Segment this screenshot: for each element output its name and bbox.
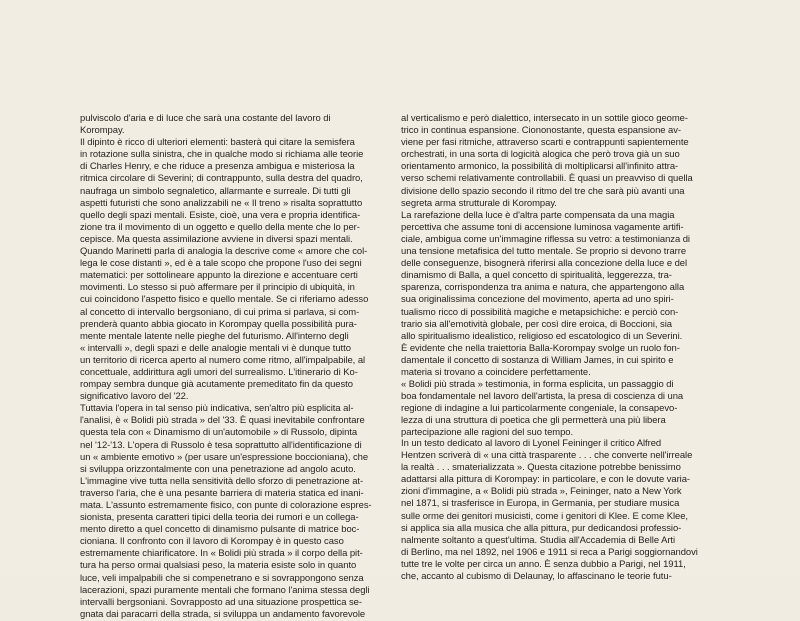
text-line: « Bolidi più strada » testimonia, in forma esplicita, un passaggio di bbox=[401, 379, 674, 391]
text-line: Quando Marinetti parla di analogia la descrive come « amore che col- bbox=[80, 246, 368, 258]
text-line: la realtà . . . smaterializzata ». Questa citazione potrebbe benissimo bbox=[401, 462, 681, 474]
text-line: partecipazione alle ragioni del suo tempo. bbox=[401, 427, 574, 439]
text-line: materia si trovano a coincidere perfettamente. bbox=[401, 366, 591, 378]
text-line: trico in continua espansione. Ciononostante, questa espansione av- bbox=[401, 125, 682, 137]
text-line: zioni d'immagine, a « Bolidi più strada », Feininger, nato a New York bbox=[401, 486, 682, 498]
text-line: estremamente chiarificatore. In « Bolidi più strada » il corpo della pit- bbox=[80, 548, 363, 560]
text-line: tutte tre le volte per circa un anno. È senza dubbio a Parigi, nel 1911, bbox=[401, 558, 686, 570]
text-line: sulle orme dei genitori musicisti, come i genitori di Klee. E come Klee, bbox=[401, 510, 688, 522]
text-line: aspetti futuristi che sono analizzabili ne « Il treno » risalta soprattutto bbox=[80, 197, 363, 209]
text-line: È evidente che nella traiettoria Balla-Korompay svolge un ruolo fon- bbox=[401, 342, 680, 354]
text-line: nel 1871, si trasferisce in Europa, in Germania, per studiare musica bbox=[401, 498, 680, 510]
text-line: L'immagine vive tutta nella sensitività dello sforzo di penetrazione at- bbox=[80, 475, 364, 487]
text-line: luce, veli impalpabili che si compenetrano e si sovrappongono senza bbox=[80, 572, 364, 584]
paragraph-right-2 bbox=[401, 210, 701, 379]
text-line: di Charles Henry, e che riduce a presenza ambigua e misteriosa la bbox=[80, 161, 355, 173]
text-line: pulviscolo d'aria e di luce che sarà una costante del lavoro di bbox=[80, 113, 331, 124]
text-line: La rarefazione della luce è d'altra parte compensata da una magia bbox=[401, 209, 675, 221]
text-line: al verticalismo e però dialettico, intersecato in un sottile gioco geome- bbox=[401, 113, 688, 124]
text-line: traverso l'aria, che è una pesante barriera di materia statica ed inani- bbox=[80, 487, 364, 499]
text-line: cui coincidono l'aspetto fisico e quello mentale. Se ci riferiamo adesso bbox=[80, 294, 369, 306]
text-line: In un testo dedicato al lavoro di Lyonel Feininger il critico Alfred bbox=[401, 438, 662, 449]
text-line: in rotazione sulla sinistra, che in qualche modo si richiama alle teorie bbox=[80, 149, 364, 161]
text-line: Tuttavia l'opera in tal senso più indicativa, sen'altro più esplicita al- bbox=[80, 403, 354, 415]
text-line: adattarsi alla pittura di Korompay: in particolare, e con le dovute varia- bbox=[401, 474, 691, 486]
text-line: movimenti. Lo stesso si può affermare per il principio di ubiquità, in bbox=[80, 282, 355, 294]
text-line: un « ambiente emotivo » (per usare un'espressione boccioniana), che bbox=[80, 451, 369, 463]
text-line: orchestrati, in una sorta di logicità alogica che però trova già un suo bbox=[401, 149, 680, 161]
paragraph-left-3 bbox=[80, 403, 378, 621]
text-line: sionista, presenta caratteri tipici della teoria dei rumori e un collega- bbox=[80, 512, 359, 524]
text-line: sua originalissima concezione del movimento, aperta ad uno spiri- bbox=[401, 294, 674, 306]
paragraph-left-1 bbox=[80, 113, 378, 137]
right-column-bottom bbox=[401, 438, 701, 583]
text-line: mata. L'assunto estremamente fisico, con punte di colorazione espres- bbox=[80, 500, 372, 511]
text-line: si applica sia alla musica che alla pittura, pur dedicandosi professio- bbox=[401, 522, 682, 534]
text-line: viene per fasi ritmiche, attraverso scarti e contrappunti sapientemente bbox=[401, 137, 689, 149]
text-line: lezza di una struttura di poetica che gli permetterà una più libera bbox=[401, 415, 666, 427]
text-line: divisione dello spazio secondo il ritmo del tre che sarà più avanti una bbox=[401, 185, 685, 197]
paragraph-left-2 bbox=[80, 137, 378, 403]
text-line: rompay sembra dunque già acutamente premeditato fin da questo bbox=[80, 379, 353, 391]
text-line: boa fondamentale nel lavoro dell'artista, la presa di coscienza di una bbox=[401, 391, 684, 403]
text-line: verso schemi relativamente controllabili. È quasi un preavviso di quella bbox=[401, 173, 693, 185]
text-line: delle conseguenze, bisognerà riferirsi alla concezione della luce e del bbox=[401, 258, 688, 270]
text-line: mento diretto a quel concetto di dinamismo pulsante di matrice boc- bbox=[80, 524, 360, 536]
text-line: significativo lavoro del '22. bbox=[80, 391, 189, 403]
text-line: matematici: per sottolineare appunto la direzione e accentuare certi bbox=[80, 270, 358, 282]
text-line: « intervalli », degli spazi e delle analogie mentali vi è dunque tutto bbox=[80, 342, 351, 354]
text-line: orientamento armonico, la possibilità di moltiplicarsi all'infinito attra- bbox=[401, 161, 679, 173]
text-line: cioniana. Il confronto con il lavoro di Korompay è in questo caso bbox=[80, 536, 344, 548]
text-line: nel '12-'13. L'opera di Russolo è tesa soprattutto all'identificazione di bbox=[80, 439, 362, 451]
text-line: regione di indagine a lui particolarmente congeniale, la consapevo- bbox=[401, 403, 678, 415]
left-column bbox=[80, 113, 378, 621]
text-line: Hentzen scriverà di « una città trasparente . . . che converte nell'irreale bbox=[401, 450, 693, 462]
text-line: gnata dai paracarri della strada, si sviluppa un andamento favorevole bbox=[80, 608, 366, 620]
text-line: nalmente soltanto a quest'ultima. Studia all'Accademia di Belle Arti bbox=[401, 534, 676, 546]
text-line: un territorio di ricerca aperto al numero come ritmo, all'impalpabile, al bbox=[80, 354, 366, 366]
text-line: Korompay. bbox=[80, 125, 125, 137]
text-line: Il dipinto è ricco di ulteriori elementi: basterà qui citare la semisfera bbox=[80, 137, 355, 149]
text-line: al concetto di intervallo bergsoniano, di cui prima si parlava, si com- bbox=[80, 306, 360, 318]
text-line: questa tela con « Dinamismo di un'automobile » di Russolo, dipinta bbox=[80, 427, 358, 439]
text-line: intervalli bergsoniani. Sovrapposto ad una situazione prospettica se- bbox=[80, 596, 362, 608]
text-line: damentale il concetto di sostanza di William James, in cui spirito e bbox=[401, 354, 674, 366]
text-line: tura ha perso ormai qualsiasi peso, la materia esiste solo in quanto bbox=[80, 560, 357, 572]
text-line: segreta arma strutturale di Korompay. bbox=[401, 197, 557, 209]
paragraph-right-4 bbox=[401, 438, 701, 583]
text-line: tualismo ricco di possibilità magiche e metapsichiche: e perciò con- bbox=[401, 306, 679, 318]
text-line: quello degli spazi mentali. Esiste, cioè, una vera e propria identifica- bbox=[80, 209, 361, 221]
text-line: cepisce. Ma questa assimilazione avviene in diversi spazi mentali. bbox=[80, 233, 353, 245]
paragraph-right-3 bbox=[401, 379, 701, 439]
text-line: una tensione metafisica del tutto mentale. Se proprio si devono trarre bbox=[401, 246, 687, 258]
text-line: percettiva che assume toni di accensione luminosa vagamente artifi- bbox=[401, 221, 684, 233]
text-line: che, accanto al cubismo di Delaunay, lo affascinano le teorie futu- bbox=[401, 571, 672, 583]
text-line: concettuale, addirittura agli umori del surrealismo. L'itinerario di Ko- bbox=[80, 366, 358, 378]
text-line: ritmica circolare di Severini; di contrappunto, sulla destra del quadro, bbox=[80, 173, 363, 185]
text-line: prenderà quanto abbia giocato in Korompay quella possibilità pura- bbox=[80, 318, 357, 330]
right-column-top bbox=[401, 113, 701, 440]
text-line: lacerazioni, spazi puramente mentali che formano l'anima stessa degli bbox=[80, 584, 370, 596]
text-line: l'analisi, è « Bolidi più strada » del '33. È quasi inevitabile confrontare bbox=[80, 415, 365, 427]
text-line: lega le cose distanti », ed è a tale scopo che propone l'uso dei segni bbox=[80, 258, 362, 270]
paragraph-right-1 bbox=[401, 113, 701, 210]
text-line: dinamismo di Balla, a quel concetto di spiritualità, leggerezza, tra- bbox=[401, 270, 672, 282]
text-line: allo spiritualismo idealistico, religioso ed escatologico di un Severini. bbox=[401, 330, 683, 342]
text-line: naufraga un simbolo segnaletico, allarmante e surreale. Di tutti gli bbox=[80, 185, 351, 197]
text-line: mente mentale latente nelle pieghe del futurismo. All'interno degli bbox=[80, 330, 349, 342]
text-line: di Berlino, ma nel 1892, nel 1906 e 1911 si reca a Parigi soggiornandovi bbox=[401, 546, 698, 558]
text-line: zione tra il movimento di un oggetto e quello della mente che lo per- bbox=[80, 221, 360, 233]
text-line: ciale, ambigua come un'immagine riflessa su vetro: a testimonianza di bbox=[401, 233, 690, 245]
text-line: trario sia all'emotività globale, per così dire eroica, di Boccioni, sia bbox=[401, 318, 672, 330]
text-line: si sviluppa orizzontalmente con una penetrazione ad angolo acuto. bbox=[80, 463, 356, 475]
text-line: sparenza, corrispondenza tra anima e natura, che appartengono alla bbox=[401, 282, 685, 294]
